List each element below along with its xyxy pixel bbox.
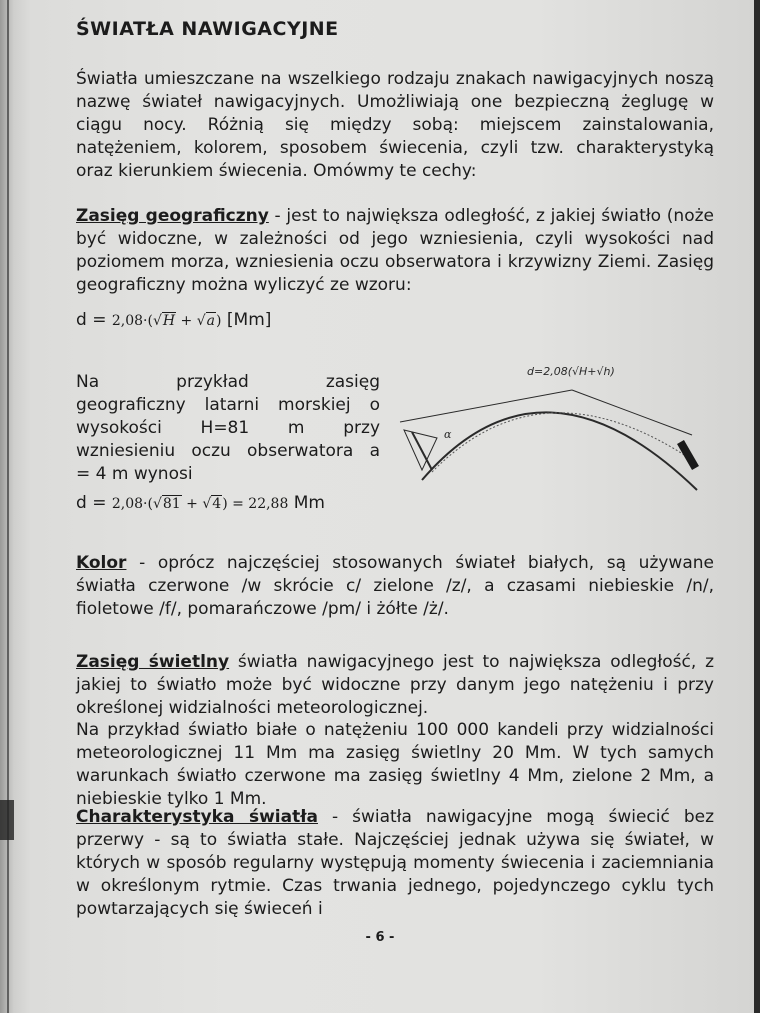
result-plus: + <box>181 496 203 512</box>
light-range-heading: Zasięg świetlny <box>76 652 230 672</box>
formula-plus: + <box>176 313 197 329</box>
result-coef: 2,08·( <box>111 496 153 512</box>
spine-mark <box>0 800 14 840</box>
earth-curve <box>422 412 697 490</box>
light-range-text: światła nawigacyjnego jest to największa odległość, z jakiej to światło może być widoczne przy danym jego natężeniu i przy określonej widzialności meteorologicznej. <box>76 652 715 718</box>
earth-hatch <box>432 413 692 472</box>
color-paragraph <box>76 552 714 621</box>
page-number: - 6 - <box>365 930 395 945</box>
characteristic-text: - światła nawigacyjne mogą świecić bez przerwy - są to światła stałe. Najczęściej jednak używa się świateł, w których w sposób regularny występują momenty świecenia i zaciemniania w określonym rytmie. Czas trwania jednego, pojedynczego cyklu tych powtarzających się świeceń i <box>76 807 714 919</box>
example-line: Na przykład zasięg <box>76 372 380 392</box>
formula-close: ) <box>216 313 222 329</box>
color-text: - oprócz najczęściej stosowanych świateł białych, są używane światła czerwone /w skrócie c/ zielone /z/, a czasami niebieskie /n/, fioletowe /f/, pomarańczowe /pm/ i żółte /ż/. <box>76 553 714 619</box>
diagram-alpha: α <box>444 428 452 441</box>
formula-coef: 2,08·( <box>111 313 153 329</box>
color-heading: Kolor <box>76 553 127 573</box>
formula-unit: [Mm] <box>221 310 272 330</box>
characteristic-paragraph <box>76 806 714 921</box>
geographic-range-diagram <box>392 360 712 510</box>
light-range-example: Na przykład światło białe o natężeniu 100 000 kandeli przy widzialności meteorologicznej 11 Mm ma zasięg świetlny 20 Mm. W tych samych warunkach światło czerwone ma zasięg świetlny 4 Mm, zielone 2 Mm, a niebieskie tylko 1 Mm. <box>76 720 714 809</box>
result-a: 4 <box>212 496 222 512</box>
example-result-formula <box>76 493 325 513</box>
page-title: ŚWIATŁA NAWIGACYJNE <box>76 18 339 40</box>
light-line <box>572 390 692 435</box>
result-h: 81 <box>162 496 181 512</box>
sqrt-4: √4 <box>202 496 222 512</box>
intro-paragraph: Światła umieszczane na wszelkiego rodzaju znakach nawigacyjnych noszą nazwę świateł nawigacyjnych. Umożliwiają one bezpieczną żeglugę w ciągu nocy. Różnią się między sobą: miejscem zainstalowania, natężeniem, kolorem, sposobem świecenia, czyli tzw. charakterystyką oraz kierunkiem świecenia. Omówmy te cechy: <box>76 69 714 181</box>
example-line: wzniesieniu oczu obserwatora a <box>76 441 380 461</box>
result-unit: Mm <box>288 493 325 513</box>
characteristic-heading: Charakterystyka światła <box>76 807 318 827</box>
formula-h: H <box>162 313 176 329</box>
page-edge-shadow <box>754 0 760 1013</box>
spine-line <box>7 0 9 1013</box>
geo-range-heading: Zasięg geograficzny <box>76 206 269 226</box>
geo-range-paragraph <box>76 205 714 297</box>
geo-range-text: - jest to największa odległość, z jakiej światło (noże być widoczne, w zależności od jego wzniesienia, czyli wysokości nad poziomem morza, wzniesienia oczu obserwatora i krzywizny Ziemi. Zasięg geograficzny można wyliczyć ze wzoru: <box>76 206 714 295</box>
formula-a: a <box>206 313 216 329</box>
example-line: wysokości H=81 m przy <box>76 418 380 438</box>
diagram-label: d=2,08(√H+√h) <box>527 365 615 378</box>
geo-formula <box>76 310 271 330</box>
lighthouse-mark <box>677 440 699 470</box>
formula-lhs: d = <box>76 310 107 330</box>
example-line: geograficzny latarni morskiej o <box>76 395 380 415</box>
sqrt-81: √81 <box>152 496 181 512</box>
example-line: = 4 m wynosi <box>76 464 193 484</box>
sight-line <box>400 390 572 422</box>
light-range-paragraph <box>76 651 714 720</box>
result-lhs: d = <box>76 493 107 513</box>
result-value: ) = 22,88 <box>222 496 289 512</box>
example-text <box>76 371 380 486</box>
sqrt-a: √a <box>196 313 216 329</box>
observer-mark <box>412 432 432 470</box>
sqrt-h: √H <box>152 313 176 329</box>
